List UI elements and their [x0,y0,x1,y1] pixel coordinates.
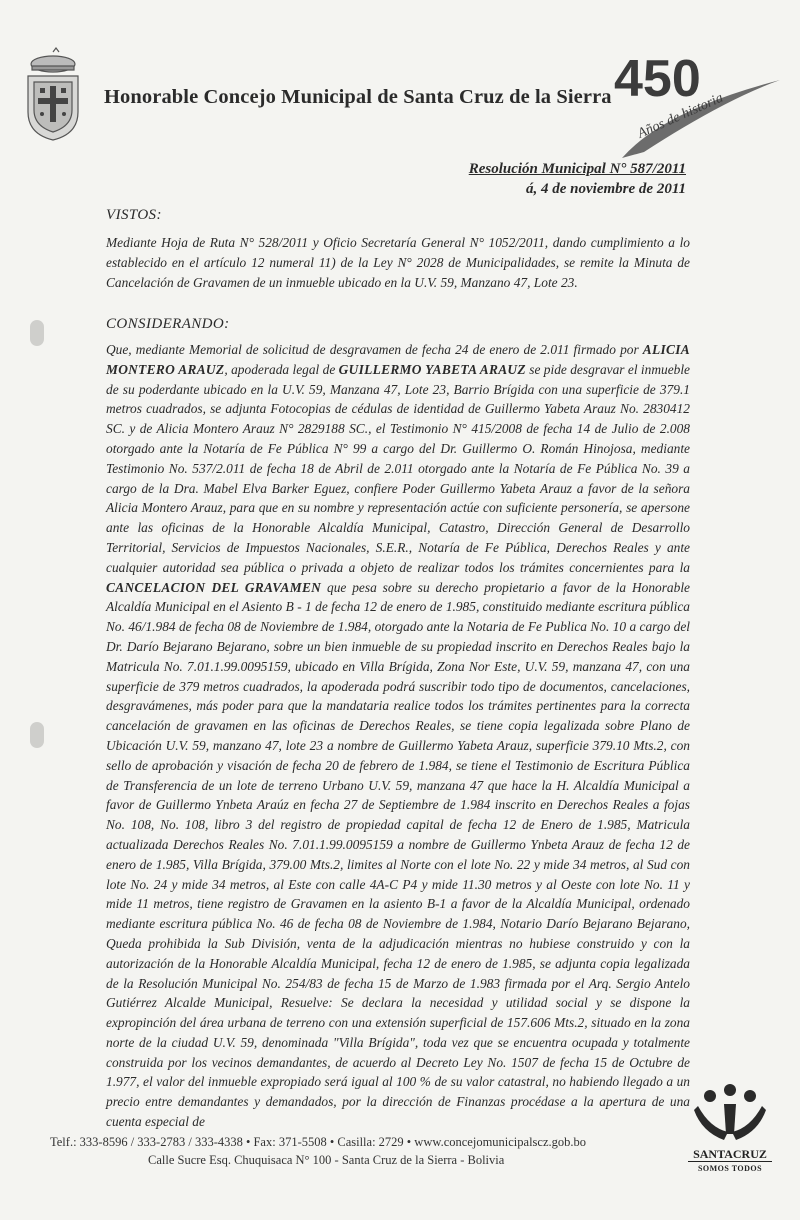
logo-sub-text: SOMOS TODOS [688,1161,772,1175]
logo-main-text: SANTACRUZ [693,1147,767,1161]
municipal-crest-icon [22,46,84,146]
name-alicia-montero: ALICIA MONTERO ARAUZ [106,342,690,377]
anniversary-number: 450 [614,50,701,108]
santa-cruz-logo-text [688,1148,772,1175]
anniversary-450-logo [604,40,784,162]
cancelacion-gravamen-text: CANCELACION DEL GRAVAMEN [106,579,322,595]
vistos-paragraph: Mediante Hoja de Ruta N° 528/2011 y Oficio Secretaría General N° 1052/2011, dando cumplimiento a lo establecido en el artículo 12 numeral 11) de la Ley N° 2028 de Municipalidades, se remite la Minuta de Cancelación de Gravamen de un inmueble ubicado en la U.V. 59, Manzano 47, Lote 23. [106,235,690,290]
binder-hole-mark [30,320,44,346]
resolution-date: á, 4 de noviembre de 2011 [526,181,686,197]
footer-contact: Telf.: 333-8596 / 333-2783 / 333-4338 • Fax: 371-5508 • Casilla: 2729 • www.concejomunicipalscz.gob.bo [50,1135,587,1149]
considerando-segment-1: Que, mediante Memorial de solicitud de desgravamen de fecha 24 de enero de 2.011 firmado por [106,342,643,357]
binder-hole-mark [30,722,44,748]
footer-address: Calle Sucre Esq. Chuquisaca N° 100 - Santa Cruz de la Sierra - Bolivia [148,1153,505,1167]
organization-name: Honorable Concejo Municipal de Santa Cruz de la Sierra [104,86,612,108]
considerando-segment-4: que pesa sobre su derecho propietario a favor de la Honorable Alcaldía Municipal en el Asiento B - 1 de fecha 12 de enero de 1.985, constituido mediante escritura pública No. 46/1.984 de fecha 08 de Noviembre de 1.984, otorgado ante la Notaria de Fe Publica No. 10 a cargo del Dr. Darío Bejarano Bejarano, sobre un bien inmueble de su propiedad inscrito en Derechos Reales bajo la Matricula No. 7.01.1.99.0095159, ubicado en Villa Brígida, Zona Nor Este, U.V. 59, manzana 47, con una superficie de 379 metros cuadrados, la apoderada podrá suscribir todo tipo de documentos, cancelaciones, desgravámenes, más poder para que la mandataria realice todos los trámites pertinentes para la correcta cancelación de gravamen en las oficinas de Derechos Reales, se tiene copia legalizada sobre Plano de Ubicación U.V. 59, manzano 47, lote 23 a nombre de Guillermo Yabeta Arauz, superficie 379.10 Mts.2, con sello de aprobación y visación de fecha 20 de febrero de 1.984, se tiene el Testimonio de Escritura Pública de Transferencia de un lote de terreno Urbano U.V. 59, manzana 47 que hace la H. Alcaldía Municipal a favor de Guillermo Ynbeta Araúz en fecha 27 de Septiembre de 1.984 inscrito en Derechos Reales a fojas No. 108, No. 108, libro 3 del registro de propiedad capital de fecha 12 de Enero de 1.985, Matricula actualizada Derechos Reales No. 7.01.1.99.0095159 a nombre de Guillermo Ynbeta Arauz de fecha 12 de enero de 1.985, Villa Brígida, 379.00 Mts.2, limites al Norte con el lote No. 22 y mide 34 metros, al Sud con lote No. 24 y mide 34 metros, al Este con calle 4A-C P4 y mide 11.30 metros y al Oeste con lote No. 11 y mide 11 metros, tiene registro de Gravamen en la asiento B-1 a favor de la Alcaldía Municipal, ordenado mediante escritura pública No. 46 de fecha 08 de Noviembre de 1.984, Notario Darío Bejarano Bejarano, Queda prohibida la Sub División, venta de la adjudicación mientras no hubiese construido y con la autorización de la Honorable Alcaldía Municipal, fecha 12 de enero de 1.985, se adjunta copia legalizada de la Resolución Municipal No. 254/83 de fecha 15 de Marzo de 1.983 firmada por el Arq. Sergio Antelo Gutiérrez Alcalde Municipal, Resuelve: Se declara la necesidad y utilidad social y se dispone la expropinción del área urbana de terreno con una extensión superficial de 157.606 Mts.2, situado en la zona norte de la ciudad U.V. 59, denominada "Villa Brígida", toda vez que se encuentra ocupada y totalmente construida por los vecinos demandantes, de acuerdo al Decreto Ley No. 1507 de fecha 15 de Octubre de 1.977, el valor del inmueble expropiado será igual al 100 % de su valor catastral, no habiendo llegado a un precio entre demandantes y demandados, por la dirección de Finanzas procédase a la apertura de una cuenta especial de [106,579,690,1130]
considerando-heading: CONSIDERANDO: [106,316,230,332]
vistos-heading: VISTOS: [106,207,162,223]
anniversary-text: Años de historia [635,90,726,142]
considerando-paragraph [106,340,690,1132]
name-guillermo-yabeta: GUILLERMO YABETA ARAUZ [338,361,526,377]
resolution-title: Resolución Municipal N° 587/2011 [468,161,686,177]
considerando-segment-3: se pide desgravar el inmueble de su poderdante ubicado en la U.V. 59, Manzana 47, Lote 23, Barrio Brígida con una superficie de 379.1 metros cuadrados, se adjunta Fotocopias de cédulas de identidad de Guillermo Yabeta Arauz No. 2830412 SC. y de Alicia Montero Arauz N° 2829188 SC., el Testimonio N° 415/2008 de fecha 14 de Julio de 2.008 otorgado ante la Notaría de Fe Pública N° 99 a cargo del Dr. Guillermo O. Román Hinojosa, mediante Testimonio No. 537/2.011 de fecha 18 de Abril de 2.011 otorgado ante la Notaría de Fe Pública No. 39 a cargo de la Dra. Mabel Elva Barker Eguez, confiere Poder Guillermo Yabeta Arauz a favor de la señora Alicia Montero Arauz, para que en su nombre y representación actúe con suficiente personería, se apersone ante las oficinas de la Honorable Alcaldía Municipal, Catastro, Dirección General de Desarrollo Territorial, Servicios de Impuestos Nacionales, S.E.R., Notaría de Fe Pública, Derechos Reales y ante cualquier autoridad sea pública o privada a objeto de realizar todos los trámites concernientes para la [106,361,691,575]
considerando-segment-2: , apoderada legal de [224,361,339,377]
